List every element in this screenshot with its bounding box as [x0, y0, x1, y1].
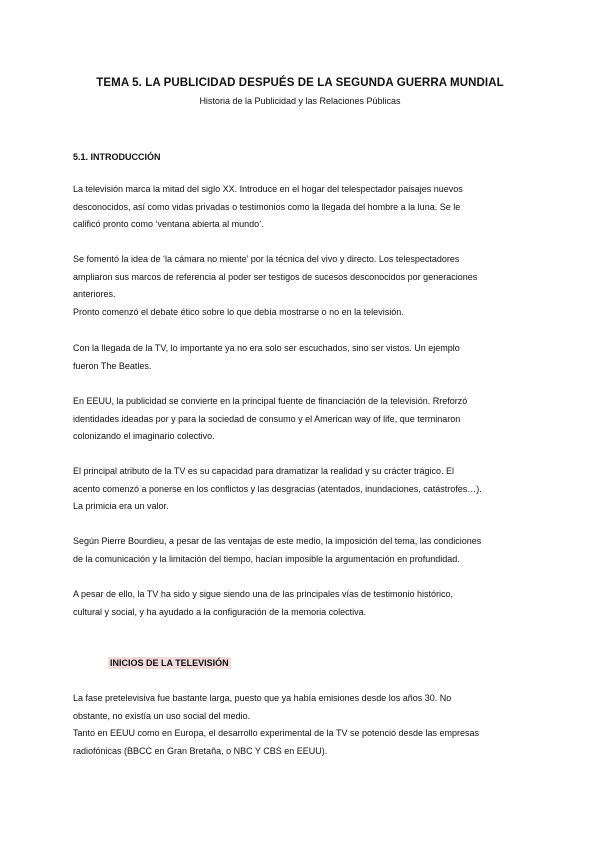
paragraph-line: calificó pronto como ‘ventana abierta al mundo’.: [73, 219, 264, 229]
subsection-paragraph-1: [73, 690, 533, 760]
paragraph-line: Con la llegada de la TV, lo importante ya no era solo ser escuchados, sino ser vistos. Un ejemplo: [73, 343, 460, 353]
paragraph-line: Se fomentó la idea de ‘la cámara no miente’ por la técnica del vivo y directo. Los telespectadores: [73, 254, 460, 264]
paragraph-line: acento comenzó a ponerse en los conflictos y las desgracias (atentados, inundaciones, catástrofes…).: [73, 483, 482, 494]
paragraph-1: [73, 181, 533, 234]
paragraph-line: colonizando el imaginario colectivo.: [73, 431, 215, 441]
paragraph-line: desconocidos, así como vidas privadas o testimonios como la llegada del hombre a la luna. Se le: [73, 201, 461, 212]
paragraph-line: En EEUU, la publicidad se convierte en la principal fuente de financiación de la televisión. Rreforzó: [73, 396, 468, 406]
paragraph-line: anteriores.: [73, 289, 116, 299]
paragraph-line: identidades ideadas por y para la sociedad de consumo y el American way of life, que terminaron: [73, 413, 461, 424]
paragraph-line: El principal atributo de la TV es su capacidad para dramatizar la realidad y su crácter trágico. El: [73, 466, 455, 476]
paragraph-line: La televisión marca la mitad del siglo XX. Introduce en el hogar del telespectador paisajes nuevos: [73, 184, 463, 194]
page-title: TEMA 5. LA PUBLICIDAD DESPUÉS DE LA SEGUNDA GUERRA MUNDIAL: [96, 77, 504, 89]
paragraph-line: fueron The Beatles.: [73, 360, 152, 371]
paragraph-line: La primicia era un valor.: [73, 501, 169, 511]
paragraph-line: obstante, no existía un uso social del medio.: [73, 710, 251, 721]
paragraph-3: [73, 340, 533, 375]
paragraph-2: [73, 251, 533, 321]
paragraph-line: A pesar de ello, la TV ha sido y sigue siendo una de las principales vías de testimonio histórico,: [73, 589, 454, 599]
paragraph-6: [73, 533, 533, 568]
paragraph-line: Tanto en EEUU como en Europa, el desarrollo experimental de la TV se potenció desde las empresas: [73, 728, 480, 738]
paragraph-4: [73, 393, 533, 446]
paragraph-5: [73, 463, 533, 516]
paragraph-line: ampliaron sus marcos de referencia al poder ser testigos de sucesos desconocidos por generaciones: [73, 271, 478, 282]
paragraph-line: La fase pretelevisiva fue bastante larga, puesto que ya había emisiones desde los años 30. No: [73, 693, 452, 703]
paragraph-line: de la comunicación y la limitación del tiempo, hacían imposible la argumentación en profundidad.: [73, 553, 460, 564]
subsection-heading: INICIOS DE LA TELEVISIÓN: [110, 658, 229, 668]
paragraph-7: [73, 586, 533, 621]
paragraph-line: Pronto comenzó el debate ético sobre lo que debía mostrarse o no en la televisión.: [73, 306, 404, 317]
paragraph-line: radiofónicas (BBCC en Gran Bretaña, o NBC Y CBS en EEUU).: [73, 745, 328, 756]
paragraph-line: Según Pierre Bourdieu, a pesar de las ventajas de este medio, la imposición del tema, las condiciones: [73, 536, 482, 546]
page-subtitle: Historia de la Publicidad y las Relaciones Públicas: [199, 96, 401, 106]
paragraph-line: cultural y social, y ha ayudado a la configuración de la memoria colectiva.: [73, 606, 367, 617]
section-heading: 5.1. INTRODUCCIÓN: [73, 152, 161, 162]
